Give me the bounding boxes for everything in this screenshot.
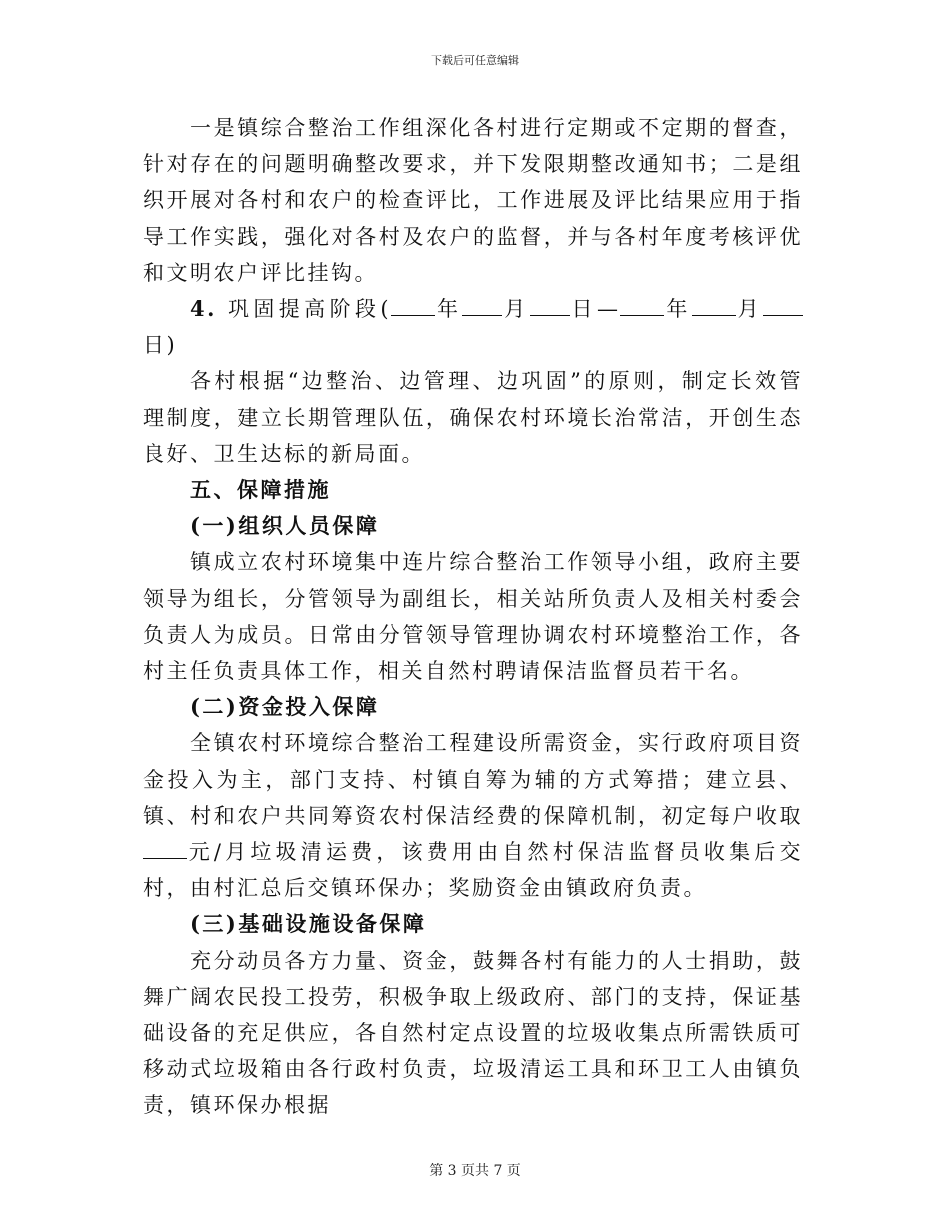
page-footer: 第 3 页共 7 页 [429,1163,521,1179]
subheading-personnel: (一)组织人员保障 [190,513,380,539]
blank-day-start [530,294,570,316]
label-day-end: 日) [143,333,178,358]
blank-fee-amount [143,837,187,859]
blank-month-end [692,294,736,316]
paragraph-personnel: 镇成立农村环境集中连片综合整治工作领导小组，政府主要领导为组长，分管领导为副组长，相关站所负责人及相关村委会负责人为成员。日常由分管领导管理协调农村环境整治工作，各村主任负责具体工作，相关自然村聘请保洁监督员若干名。 [143,550,803,684]
subheading-funding: (二)资金投入保障 [190,694,380,720]
subheading-infrastructure: (三)基础设施设备保障 [190,911,427,937]
blank-year-start [391,294,435,316]
funding-text-b: 元/月垃圾清运费，该费用由自然村保洁监督员收集后交村，由村汇总后交镇环保办；奖励资金由镇政府负责。 [143,840,803,901]
paragraph-consolidation: 各村根据“边整治、边管理、边巩固”的原则，制定长效管理制度，建立长期管理队伍，确保农村环境长治常洁，开创生态良好、卫生达标的新局面。 [143,369,803,466]
document-body [143,110,803,1124]
label-day-start: 日— [569,297,621,322]
stage-title: 巩固提高阶段( [216,297,392,322]
paragraph-infrastructure: 充分动员各方力量、资金，鼓舞各村有能力的人士捐助，鼓舞广阔农民投工投劳，积极争取上级政府、部门的支持，保证基础设备的充足供应，各自然村定点设置的垃圾收集点所需铁质可移动式垃圾箱由各行政村负责，垃圾清运工具和环卫工人由镇负责，镇环保办根据 [143,948,803,1118]
page-header: 下载后可任意编辑 [431,54,519,67]
label-month-end: 月 [735,297,764,322]
paragraph-supervision: 一是镇综合整治工作组深化各村进行定期或不定期的督查，针对存在的问题明确整改要求，并下发限期整改通知书；二是组织开展对各村和农户的检查评比，工作进展及评比结果应用于指导工作实践，强化对各村及农户的监督，并与各村年度考核评优和文明农户评比挂钩。 [143,116,803,285]
label-month-start: 月 [502,297,530,322]
blank-day-end [763,294,803,316]
paragraph-funding [143,725,803,906]
paragraph-stage-4 [143,291,803,363]
section-heading-safeguards: 五、保障措施 [190,477,331,503]
blank-month-start [462,294,502,316]
label-year-end: 年 [664,297,692,322]
stage-number: 4. [190,296,217,322]
label-year-start: 年 [435,297,463,322]
blank-year-end [620,294,664,316]
funding-text-a: 全镇农村环境综合整治工程建设所需资金，实行政府项目资金投入为主，部门支持、村镇自筹为辅的方式筹措；建立县、镇、村和农户共同筹资农村保洁经费的保障机制，初定每户收取 [143,731,803,828]
